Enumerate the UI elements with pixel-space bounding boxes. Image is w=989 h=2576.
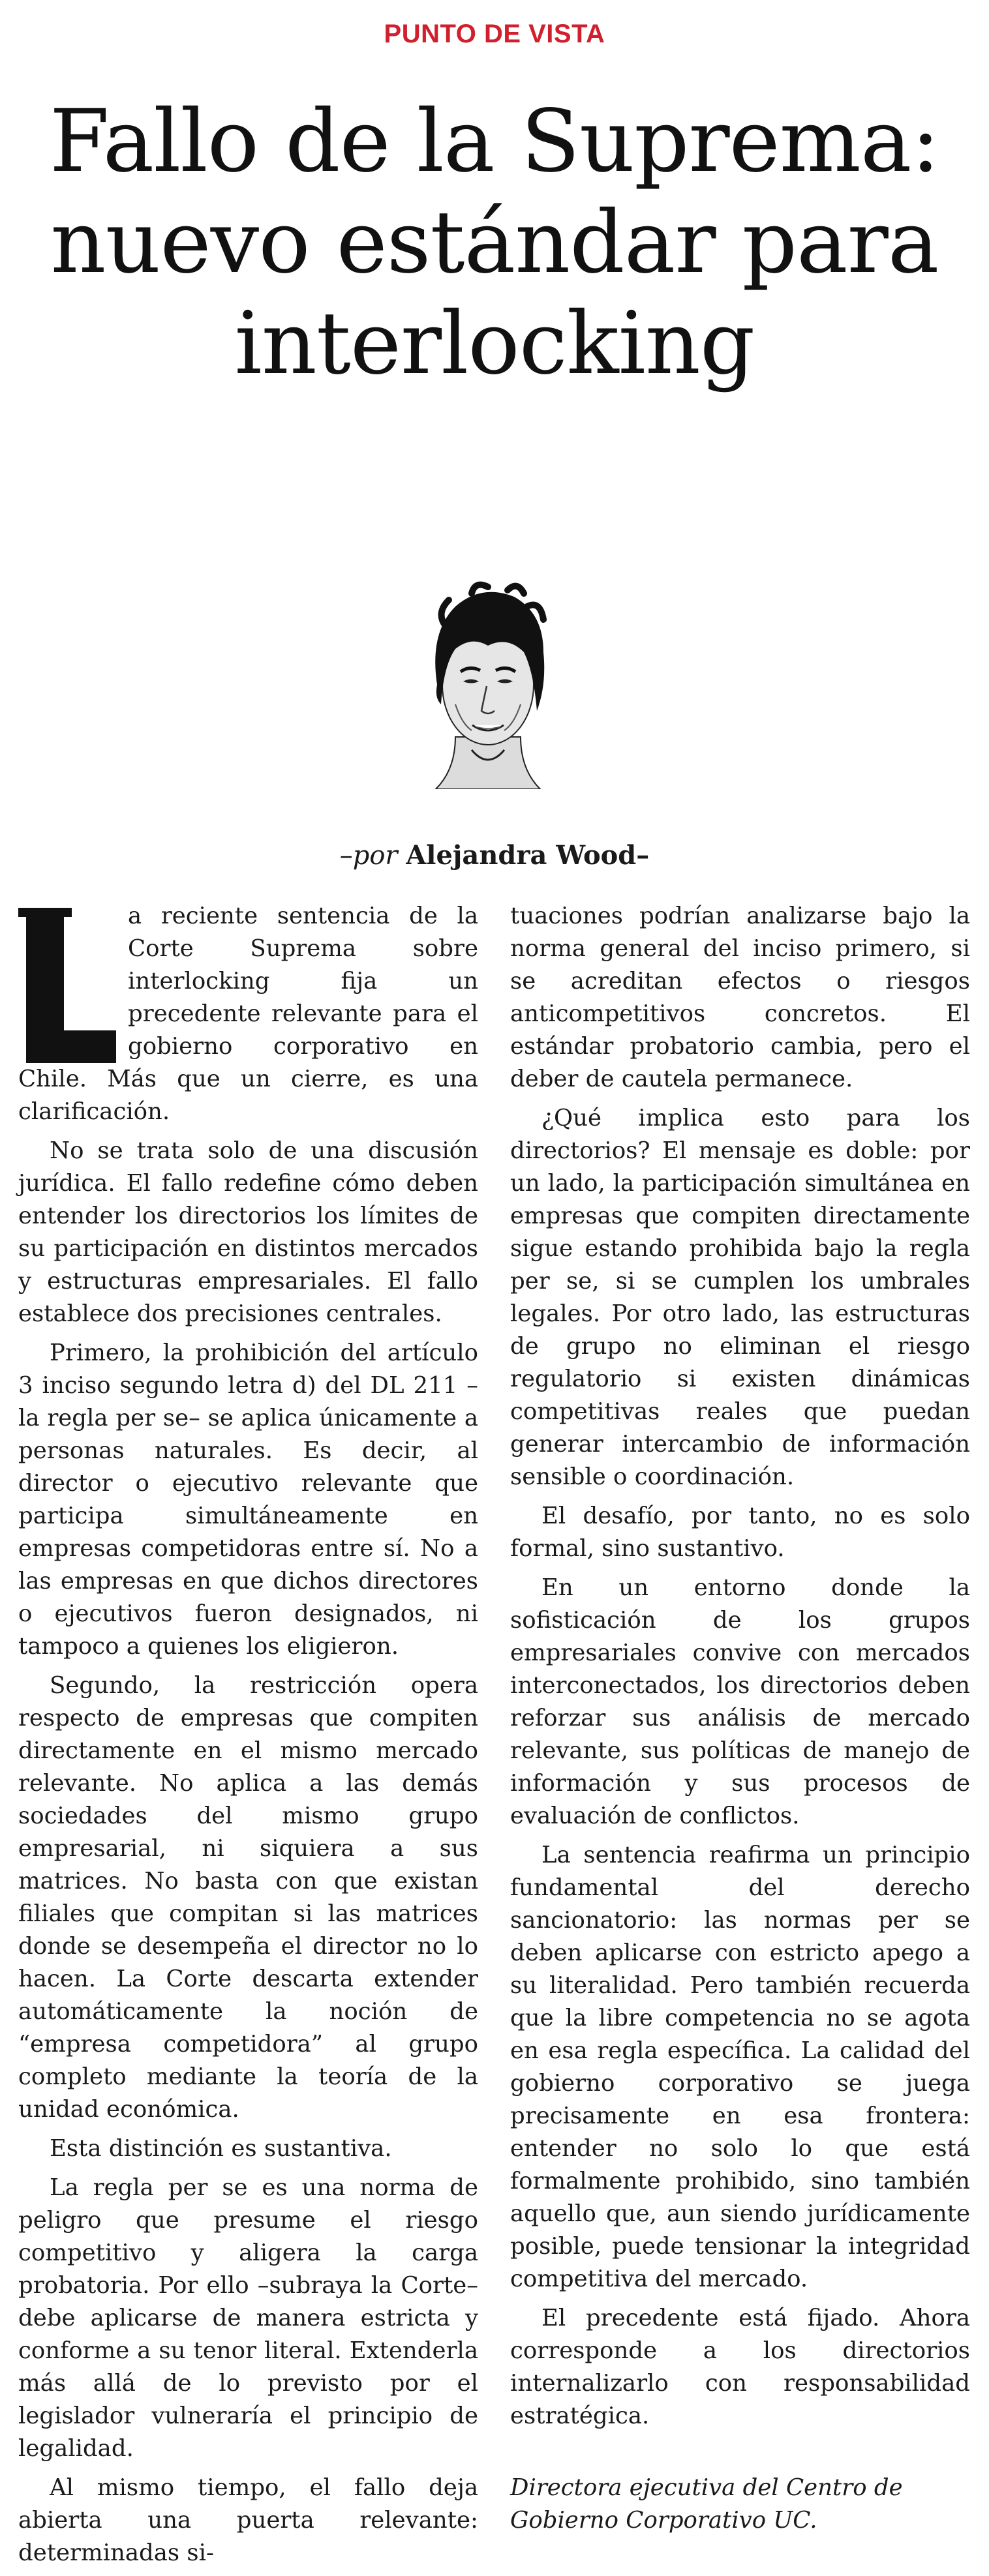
article-paragraph: Al mismo tiempo, el fallo deja abierta una puerta relevante: determinadas si- [18,2474,478,2566]
article-paragraph: El desafío, por tanto, no es solo formal, sino sustantivo. [510,1503,970,1562]
article-paragraph: tuaciones podrían analizarse bajo la norma general del inciso primero, si se acreditan efectos o riesgos anticompetitivos concretos. El estándar probatorio cambia, pero el deber de cautela permanece. [510,903,970,1092]
article-paragraph [18,900,478,1128]
byline-prefix: –por [339,841,398,871]
drop-cap [18,908,116,1063]
headline [26,91,963,395]
author-signature [510,2472,970,2537]
article-paragraph: No se trata solo de una discusión jurídica. El fallo redefine cómo deben entender los directorios los límites de su participación en distintos mercados y estructuras empresariales. El fallo establece dos precisiones centrales. [18,1137,478,1327]
author-portrait-illustration [410,574,566,789]
article-paragraph: Segundo, la restricción opera respecto de empresas que compiten directamente en el mismo mercado relevante. No aplica a las demás sociedades del mismo grupo empresarial, ni siquiera a sus matrices. No basta con que existan filiales que compitan si las matrices donde se desempeña el director no lo hacen. La Corte descarta extender automáticamente la noción de “empresa competidora” al grupo completo mediante la teoría de la unidad económica. [18,1672,478,2123]
article-column-left [18,900,478,2576]
drop-cap-letter-glyph [18,908,116,1063]
article-paragraph: En un entorno donde la sofisticación de los grupos empresariales convive con mercados interconectados, los directorios deben reforzar sus análisis de mercado relevante, sus políticas de manejo de información y sus procesos de evaluación de conflictos. [510,1574,970,1829]
byline-suffix: – [636,840,650,871]
article-paragraph: La sentencia reafirma un principio fundamental del derecho sancionatorio: las normas per se deben aplicarse con estricto apego a su literalidad. Pero también recuerda que la libre competencia no se agota en esa regla específica. La calidad del gobierno corporativo se juega precisamente en esa frontera: entender no solo lo que está formalmente prohibido, sino también aquello que, aun siendo jurídicamente posible, puede tensionar la integridad competitiva del mercado. [510,1842,970,2292]
article-paragraph: La regla per se es una norma de peligro que presume el riesgo competitivo y aligera la carga probatoria. Por ello –subraya la Corte– debe aplicarse de manera estricta y conforme a su tenor literal. Extenderla más allá de lo previsto por el legislador vulneraría el principio de legalidad. [18,2174,478,2462]
article-paragraph: ¿Qué implica esto para los directorios? El mensaje es doble: por un lado, la participación simultánea en empresas que compiten directamente sigue estando prohibida bajo la regla per se, si se cumplen los umbrales legales. Por otro lado, las estructuras de grupo no eliminan el riesgo regulatorio si existen dinámicas competitivas reales que puedan generar intercambio de información sensible o coordinación. [510,1105,970,1490]
headline-line-1: Fallo de la Suprema: [49,91,940,192]
signature-text: Directora ejecutiva del Centro de Gobierno Corporativo UC. [510,2474,903,2534]
article-paragraph: Esta distinción es sustantiva. [50,2135,392,2162]
article-column-right [510,900,970,2537]
paragraph-text: a reciente sentencia de la Corte Suprema sobre interlocking fija un precedente relevante para el gobierno corporativo en Chile. Más que un cierre, es una clarificación. [18,903,478,1125]
article-paragraph: Primero, la prohibición del artículo 3 inciso segundo letra d) del DL 211 –la regla per se– se aplica únicamente a personas naturales. Es decir, al director o ejecutivo relevante que participa simultáneamente en empresas competidoras entre sí. No a las empresas en que dichos directores o ejecutivos fueron designados, ni tampoco a quienes los eligieron. [18,1340,478,1660]
headline-line-2: nuevo estándar para [50,192,939,293]
byline-author: Alejandra Wood [406,840,637,871]
section-label: PUNTO DE VISTA [384,20,605,48]
article-paragraph: El precedente está fijado. Ahora corresponde a los directorios internalizarlo con responsabilidad estratégica. [510,2305,970,2429]
headline-line-3: interlocking [234,293,755,394]
byline [0,840,989,871]
